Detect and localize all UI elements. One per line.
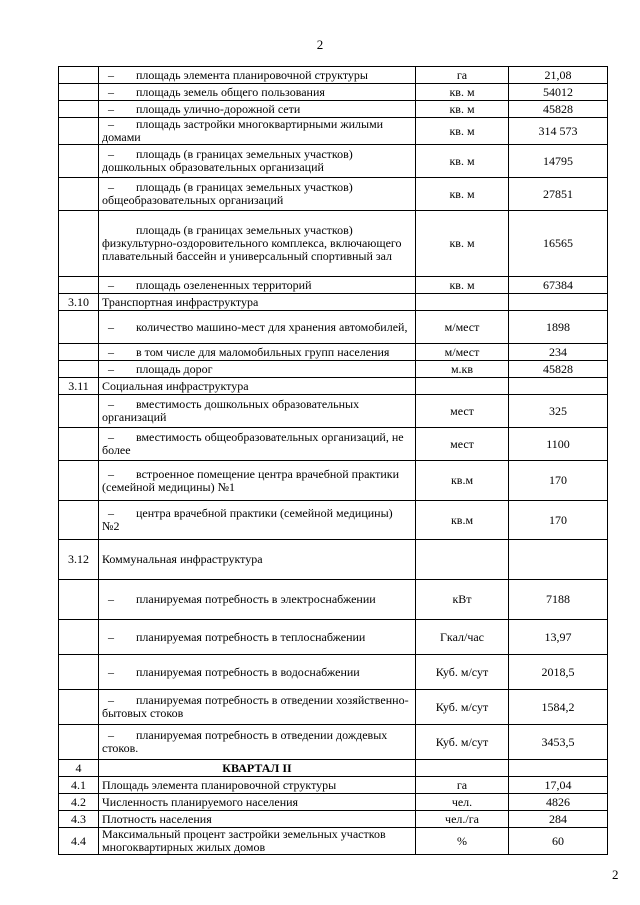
row-value: 3453,5 [509, 725, 608, 760]
table-row [59, 395, 608, 428]
row-unit: мест [416, 395, 509, 428]
row-number [59, 620, 99, 655]
indicator-text: площадь земель общего пользования [136, 84, 325, 99]
row-number: 3.11 [59, 378, 99, 395]
row-unit: м.кв [416, 361, 509, 378]
table-row [59, 461, 608, 501]
row-value: 13,97 [509, 620, 608, 655]
row-number [59, 690, 99, 725]
row-indicator [99, 378, 416, 395]
row-unit: м/мест [416, 344, 509, 361]
row-indicator [99, 777, 416, 794]
indicator-text: планируемая потребность в электроснабжении [136, 592, 376, 606]
dash-marker: – [108, 629, 114, 644]
dash-marker: – [108, 319, 114, 334]
row-unit: кв.м [416, 461, 509, 501]
row-indicator [99, 428, 416, 461]
row-indicator [99, 395, 416, 428]
row-value: 17,04 [509, 777, 608, 794]
row-indicator [99, 725, 416, 760]
dash-marker: – [108, 361, 114, 376]
table-row [59, 725, 608, 760]
row-indicator [99, 67, 416, 84]
dash-marker: – [108, 147, 114, 161]
row-value: 14795 [509, 145, 608, 178]
row-unit: кв. м [416, 178, 509, 211]
table-row [59, 101, 608, 118]
row-value [509, 540, 608, 580]
row-indicator [99, 84, 416, 101]
indicator-text: площадь (в границах земельных участков) физкультурно-оздоровительного комплекса, включающего плавательный бассейн и универсальный спортивный зал [102, 223, 402, 263]
dash-marker: – [108, 180, 114, 194]
row-unit [416, 378, 509, 395]
row-unit: кв. м [416, 101, 509, 118]
dash-marker: – [108, 117, 114, 131]
row-value: 1584,2 [509, 690, 608, 725]
table-row [59, 580, 608, 620]
indicator-text: площадь озелененных территорий [136, 277, 312, 292]
indicator-text: планируемая потребность в отведении дождевых стоков. [102, 728, 388, 755]
row-number: 4.2 [59, 794, 99, 811]
page-number-top: 2 [316, 37, 324, 52]
row-value: 21,08 [509, 67, 608, 84]
row-number [59, 361, 99, 378]
row-number [59, 580, 99, 620]
row-unit: м/мест [416, 311, 509, 344]
row-unit: кв. м [416, 211, 509, 277]
row-number [59, 101, 99, 118]
row-number [59, 277, 99, 294]
row-indicator [99, 620, 416, 655]
dash-marker: – [108, 693, 114, 707]
indicator-text: площадь (в границах земельных участков) общеобразовательных организаций [102, 180, 353, 207]
indicator-text: вместимость общеобразовательных организаций, не более [102, 430, 404, 457]
row-indicator [99, 811, 416, 828]
row-value: 2018,5 [509, 655, 608, 690]
row-indicator [99, 344, 416, 361]
table-row [59, 311, 608, 344]
table-row [59, 145, 608, 178]
row-indicator [99, 828, 416, 855]
table-row [59, 378, 608, 395]
table-row [59, 178, 608, 211]
row-number [59, 501, 99, 540]
row-unit: га [416, 777, 509, 794]
row-value: 234 [509, 344, 608, 361]
row-indicator [99, 501, 416, 540]
indicator-text: в том числе для маломобильных групп населения [136, 344, 390, 359]
row-indicator [99, 101, 416, 118]
row-number [59, 178, 99, 211]
row-indicator [99, 690, 416, 725]
row-indicator [99, 118, 416, 145]
table-row [59, 67, 608, 84]
row-unit: Куб. м/сут [416, 690, 509, 725]
table-row [59, 690, 608, 725]
table-row [59, 118, 608, 145]
row-indicator [99, 540, 416, 580]
row-unit: % [416, 828, 509, 855]
indicator-text: планируемая потребность в водоснабжении [136, 664, 360, 679]
row-unit: кВт [416, 580, 509, 620]
indicator-text: площадь застройки многоквартирными жилыми домами [102, 117, 384, 144]
dash-marker: – [108, 397, 114, 411]
dash-marker: – [108, 592, 114, 606]
indicator-text: Транспортная инфраструктура [102, 294, 259, 309]
row-number [59, 311, 99, 344]
table-row [59, 84, 608, 101]
row-unit: кв. м [416, 145, 509, 178]
dash-marker: – [108, 84, 114, 99]
indicator-text: центра врачебной практики (семейной медицины) №2 [102, 506, 393, 533]
row-value: 170 [509, 501, 608, 540]
row-value: 45828 [509, 361, 608, 378]
row-number [59, 344, 99, 361]
row-unit: Гкал/час [416, 620, 509, 655]
table-row [59, 294, 608, 311]
table-row [59, 828, 608, 855]
row-unit: кв. м [416, 84, 509, 101]
row-value: 54012 [509, 84, 608, 101]
indicator-text: площадь улично-дорожной сети [136, 101, 301, 116]
table-row [59, 777, 608, 794]
dash-marker: – [108, 664, 114, 679]
row-number: 4.3 [59, 811, 99, 828]
row-unit: кв. м [416, 277, 509, 294]
row-number [59, 461, 99, 501]
row-number [59, 118, 99, 145]
row-number: 4.1 [59, 777, 99, 794]
table-row [59, 620, 608, 655]
row-number [59, 395, 99, 428]
row-indicator [99, 655, 416, 690]
table-body [59, 67, 608, 855]
row-indicator [99, 178, 416, 211]
row-value: 60 [509, 828, 608, 855]
table-row [59, 655, 608, 690]
dash-marker: – [108, 277, 114, 292]
row-number [59, 84, 99, 101]
dash-marker: – [108, 506, 114, 520]
row-value: 67384 [509, 277, 608, 294]
row-value: 325 [509, 395, 608, 428]
row-value: 284 [509, 811, 608, 828]
page-number-bottom: 2 [612, 867, 619, 882]
indicator-text: Численность планируемого населения [102, 794, 299, 809]
row-value [509, 760, 608, 777]
row-unit: кв.м [416, 501, 509, 540]
indicator-text: встроенное помещение центра врачебной практики (семейной медицины) №1 [102, 466, 399, 494]
row-indicator [99, 145, 416, 178]
row-number: 3.10 [59, 294, 99, 311]
dash-marker: – [108, 728, 114, 742]
indicator-text: Плотность населения [102, 811, 212, 826]
indicator-text: Коммунальная инфраструктура [102, 552, 263, 566]
dash-marker: – [108, 101, 114, 116]
dash-marker: – [108, 466, 114, 481]
row-value: 27851 [509, 178, 608, 211]
table-row [59, 540, 608, 580]
indicator-text: Максимальный процент застройки земельных участков многоквартирных жилых домов [102, 827, 386, 854]
table-row [59, 277, 608, 294]
row-value: 16565 [509, 211, 608, 277]
row-number [59, 145, 99, 178]
row-number: 4.4 [59, 828, 99, 855]
row-unit: кв. м [416, 118, 509, 145]
row-indicator [99, 461, 416, 501]
indicator-text: площадь элемента планировочной структуры [136, 67, 368, 82]
indicator-text: площадь дорог [136, 361, 213, 376]
row-value: 170 [509, 461, 608, 501]
dash-marker: – [108, 344, 114, 359]
row-indicator [99, 361, 416, 378]
row-unit: га [416, 67, 509, 84]
row-unit: чел. [416, 794, 509, 811]
row-unit [416, 760, 509, 777]
row-number [59, 428, 99, 461]
row-value: 314 573 [509, 118, 608, 145]
row-indicator [99, 277, 416, 294]
row-number: 3.12 [59, 540, 99, 580]
indicator-text: вместимость дошкольных образовательных организаций [102, 397, 360, 424]
indicator-text: Социальная инфраструктура [102, 378, 249, 393]
row-value: 7188 [509, 580, 608, 620]
dash-marker: – [108, 67, 114, 82]
table-row [59, 344, 608, 361]
row-indicator [99, 760, 416, 777]
row-indicator [99, 294, 416, 311]
indicator-text: планируемая потребность в отведении хозяйственно-бытовых стоков [102, 693, 409, 720]
indicator-text: площадь (в границах земельных участков) дошкольных образовательных организаций [102, 147, 353, 174]
table-row [59, 211, 608, 277]
table-row [59, 361, 608, 378]
row-value [509, 294, 608, 311]
row-indicator [99, 580, 416, 620]
indicator-text: планируемая потребность в теплоснабжении [136, 629, 366, 644]
table-row [59, 501, 608, 540]
table-row [59, 811, 608, 828]
table-row [59, 760, 608, 777]
indicators-table [58, 66, 608, 855]
row-unit: Куб. м/сут [416, 655, 509, 690]
row-value: 1100 [509, 428, 608, 461]
table-row [59, 794, 608, 811]
row-unit [416, 294, 509, 311]
row-number [59, 725, 99, 760]
row-indicator [99, 311, 416, 344]
row-number [59, 655, 99, 690]
row-number [59, 67, 99, 84]
row-number: 4 [59, 760, 99, 777]
row-value [509, 378, 608, 395]
row-number [59, 211, 99, 277]
row-unit [416, 540, 509, 580]
row-value: 4826 [509, 794, 608, 811]
row-unit: мест [416, 428, 509, 461]
row-indicator [99, 211, 416, 277]
indicator-text: КВАРТАЛ II [222, 760, 292, 775]
row-indicator [99, 794, 416, 811]
row-value: 1898 [509, 311, 608, 344]
table-row [59, 428, 608, 461]
indicator-text: количество машино-мест для хранения автомобилей, [136, 319, 408, 334]
row-unit: чел./га [416, 811, 509, 828]
dash-marker: – [108, 430, 114, 444]
row-unit: Куб. м/сут [416, 725, 509, 760]
row-value: 45828 [509, 101, 608, 118]
indicator-text: Площадь элемента планировочной структуры [102, 777, 337, 792]
